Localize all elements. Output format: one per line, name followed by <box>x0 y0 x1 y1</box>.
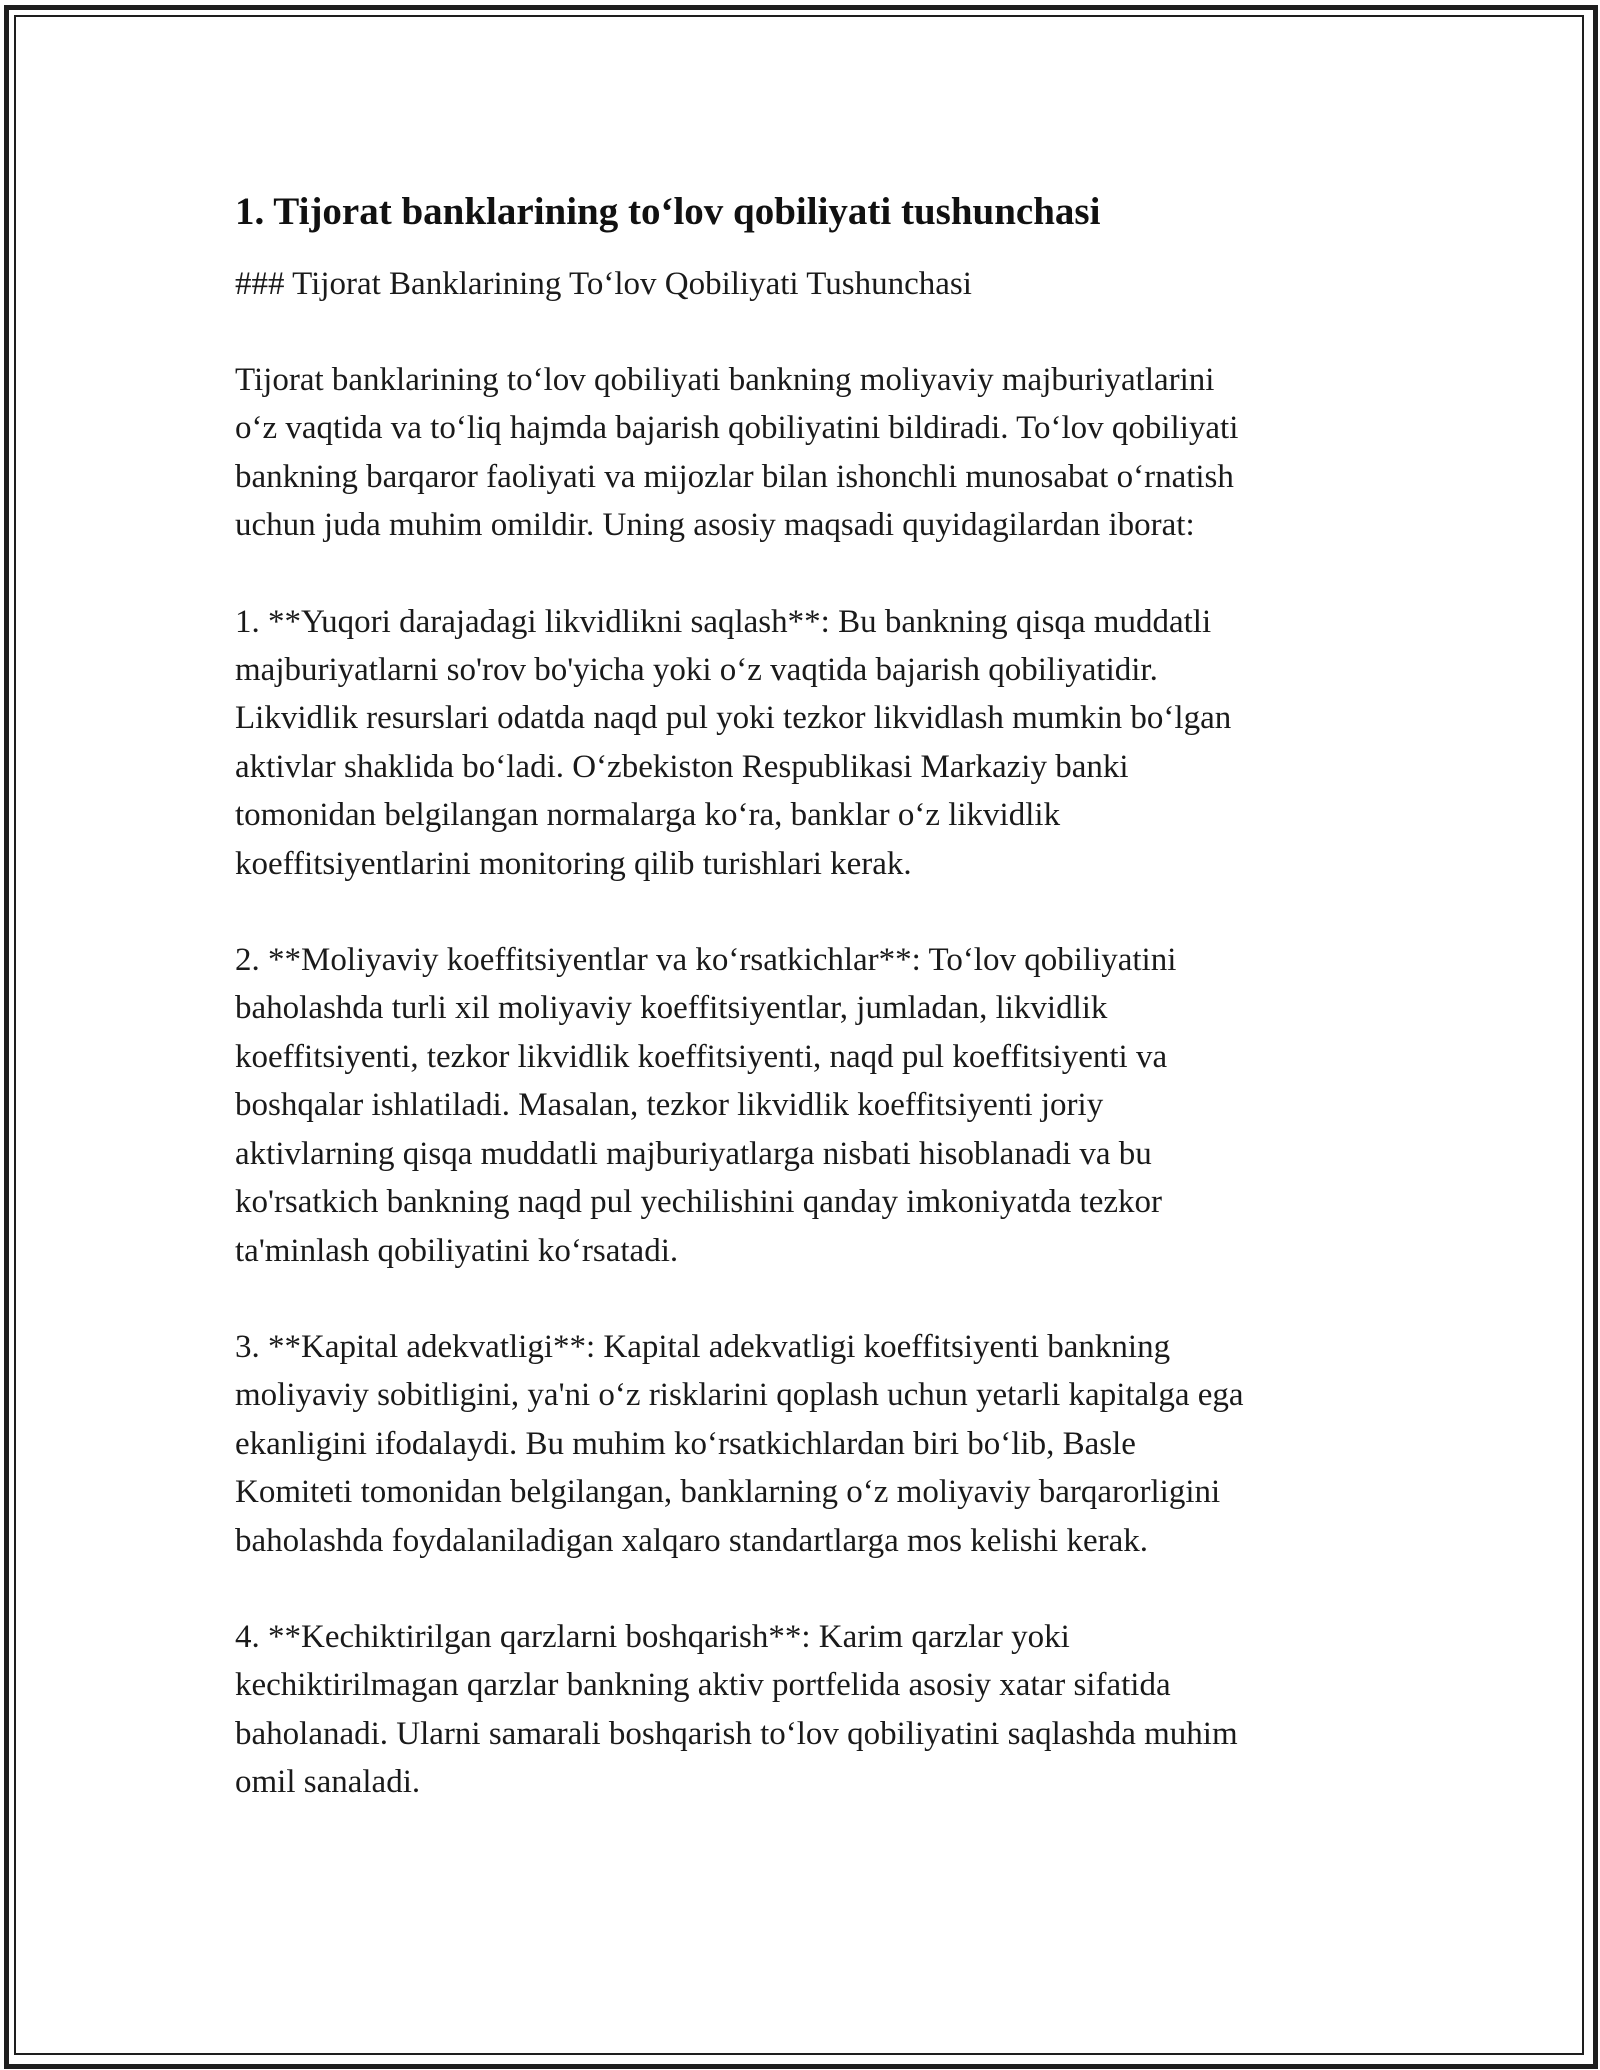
text-line: baholashda turli xil moliyaviy koeffitsiyentlar, jumladan, likvidlik <box>235 990 1108 1027</box>
text-line: Tijorat banklarining to‘lov qobiliyati bankning moliyaviy majburiyatlarini <box>235 362 1215 398</box>
text-line: 1. **Yuqori darajadagi likvidlikni saqlash**: Bu bankning qisqa muddatli <box>235 603 1212 640</box>
text-line: tomonidan belgilangan normalarga ko‘ra, banklar o‘z likvidlik <box>235 797 1061 834</box>
document-subheading: ### Tijorat Banklarining To‘lov Qobiliyati Tushunchasi <box>235 266 972 302</box>
text-line: koeffitsiyenti, tezkor likvidlik koeffitsiyenti, naqd pul koeffitsiyenti va <box>235 1038 1168 1075</box>
text-line: aktivlarning qisqa muddatli majburiyatlarga nisbati hisoblanadi va bu <box>235 1135 1152 1172</box>
text-line: 4. **Kechiktirilgan qarzlarni boshqarish**: Karim qarzlar yoki <box>235 1618 1070 1655</box>
list-item-overdue-debts <box>235 1613 1375 1807</box>
text-line: boshqalar ishlatiladi. Masalan, tezkor likvidlik koeffitsiyenti joriy <box>235 1087 1104 1124</box>
text-line: ekanligini ifodalaydi. Bu muhim ko‘rsatkichlardan biri bo‘lib, Basle <box>235 1425 1136 1462</box>
text-line: kechiktirilmagan qarzlar bankning aktiv portfelida asosiy xatar sifatida <box>235 1667 1171 1704</box>
text-line: baholanadi. Ularni samarali boshqarish to‘lov qobiliyatini saqlashda muhim <box>235 1715 1238 1752</box>
document-title: 1. Tijorat banklarining to‘lov qobiliyati tushunchasi <box>235 190 1101 233</box>
list-item-financial-ratios <box>235 936 1375 1275</box>
text-line: Komiteti tomonidan belgilangan, banklarning o‘z moliyaviy barqarorligini <box>235 1474 1221 1511</box>
text-line: moliyaviy sobitligini, ya'ni o‘z risklarini qoplash uchun yetarli kapitalga ega <box>235 1377 1244 1414</box>
text-line: aktivlar shaklida bo‘ladi. O‘zbekiston Respublikasi Markaziy banki <box>235 748 1129 785</box>
intro-paragraph <box>235 356 1375 550</box>
text-line: uchun juda muhim omildir. Uning asosiy maqsadi quyidagilardan iborat: <box>235 507 1195 544</box>
text-line: majburiyatlarni so'rov bo'yicha yoki o‘z vaqtida bajarish qobiliyatidir. <box>235 652 1158 689</box>
document-page <box>235 185 1375 1807</box>
text-line: ta'minlash qobiliyatini ko‘rsatadi. <box>235 1232 679 1269</box>
text-line: 2. **Moliyaviy koeffitsiyentlar va ko‘rsatkichlar**: To‘lov qobiliyatini <box>235 942 1177 979</box>
text-line: baholashda foydalaniladigan xalqaro standartlarga mos kelishi kerak. <box>235 1522 1149 1559</box>
list-item-liquidity <box>235 598 1375 888</box>
list-item-capital-adequacy <box>235 1323 1375 1565</box>
text-line: ko'rsatkich bankning naqd pul yechilishini qanday imkoniyatda tezkor <box>235 1184 1162 1221</box>
text-line: bankning barqaror faoliyati va mijozlar bilan ishonchli munosabat o‘rnatish <box>235 458 1234 495</box>
text-line: 3. **Kapital adekvatligi**: Kapital adekvatligi koeffitsiyenti bankning <box>235 1328 1171 1365</box>
text-line: o‘z vaqtida va to‘liq hajmda bajarish qobiliyatini bildiradi. To‘lov qobiliyati <box>235 410 1239 447</box>
text-line: omil sanaladi. <box>235 1764 421 1801</box>
text-line: Likvidlik resurslari odatda naqd pul yoki tezkor likvidlash mumkin bo‘lgan <box>235 700 1232 737</box>
text-line: koeffitsiyentlarini monitoring qilib turishlari kerak. <box>235 845 912 882</box>
